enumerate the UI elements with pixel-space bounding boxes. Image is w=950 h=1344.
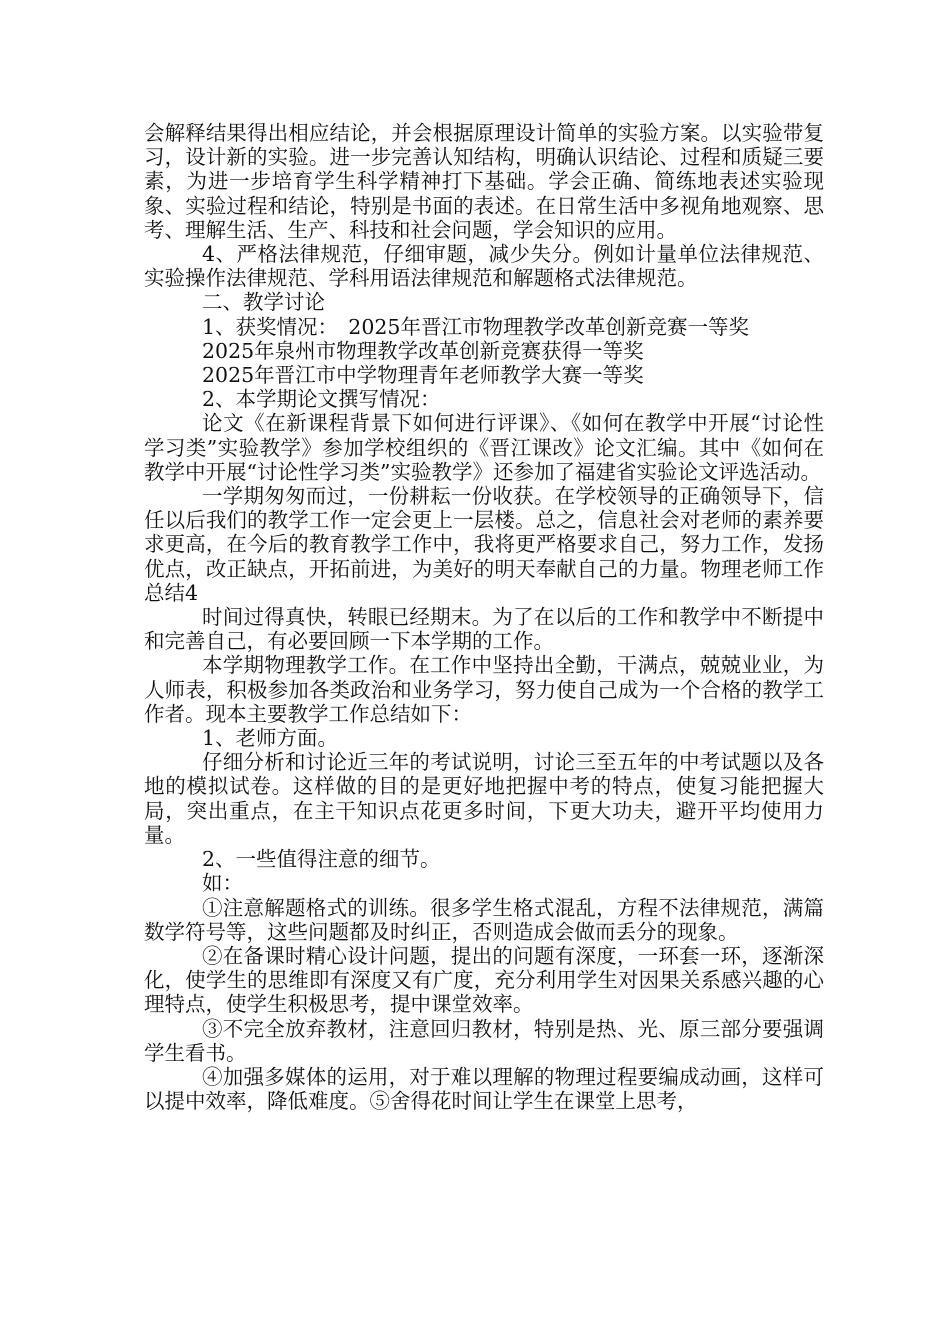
paragraph-exam-analysis: 仔细分析和讨论近三年的考试说明，讨论三至五年的中考试题以及各地的模拟试卷。这样做的目的是更好地把握中考的特点，使复习能把握大局，突出重点，在主干知识点花更多时间，下更大功夫，避开平均使用力量。 [144,750,824,847]
paragraph-semester-summary: 一学期匆匆而过，一份耕耘一份收获。在学校领导的正确领导下，信任以后我们的教学工作一定会更上一层楼。总之，信息社会对老师的素养要求更高，在今后的教育教学工作中，我将更严格要求自己，努力工作，发扬优点，改正缺点，开拓前进，为美好的明天奉献自己的力量。物理老师工作总结4 [144,484,824,605]
paragraph-physics-work: 本学期物理教学工作。在工作中坚持出全勤，干满点，兢兢业业，为人师表，积极参加各类政治和业务学习，努力使自己成为一个合格的教学工作者。现本主要教学工作总结如下： [144,653,824,726]
paragraph-experiment-review: 会解释结果得出相应结论，并会根据原理设计简单的实验方案。以实验带复习，设计新的实验。进一步完善认知结构，明确认识结论、过程和质疑三要素，为进一步培育学生科学精神打下基础。学会正确、简练地表述实验现象、实验过程和结论，特别是书面的表述。在日常生活中多视角地观察、思考、理解生活、生产、科技和社会问题，学会知识的应用。 [144,121,824,242]
paragraph-details-heading: 2、一些值得注意的细节。 [202,847,441,872]
paragraph-teacher-heading: 1、老师方面。 [202,726,339,751]
paragraph-time-flies: 时间过得真快，转眼已经期末。为了在以后的工作和教学中不断提中和完善自己，有必要回顾一下本学期的工作。 [144,605,824,654]
paragraph-papers: 论文《在新课程背景下如何进行评课》、《如何在教学中开展“讨论性学习类”实验教学》参加学校组织的《晋江课改》论文汇编。其中《如何在教学中开展“讨论性学习类”实验教学》还参加了福建省实验论文评选活动。 [144,411,824,484]
paragraph-award-quanzhou: 2025年泉州市物理教学改革创新竞赛获得一等奖 [202,338,644,363]
paragraph-papers-heading: 2、本学期论文撰写情况： [202,387,441,412]
paragraph-such-as: 如： [202,871,243,896]
paragraph-item-1: ①注意解题格式的训练。很多学生格式混乱，方程不法律规范，满篇数学符号等，这些问题都及时纠正，否则造成会做而丢分的现象。 [144,895,824,944]
paragraph-item-3: ③不完全放弃教材，注意回归教材，特别是热、光、原三部分要强调学生看书。 [144,1016,824,1065]
paragraph-awards: 1、获奖情况： 2025年晋江市物理教学改革创新竞赛一等奖 [202,314,749,339]
paragraph-item-4: ④加强多媒体的运用，对于难以理解的物理过程要编成动画，这样可以提中效率，降低难度。⑤舍得花时间让学生在课堂上思考， [144,1064,824,1114]
document-page [144,121,824,1113]
paragraph-award-jinjiang: 2025年晋江市中学物理青年老师教学大赛一等奖 [202,363,644,388]
paragraph-item-2: ②在备课时精心设计问题，提出的问题有深度，一环套一环，逐渐深化，使学生的思维即有深度又有广度，充分利用学生对因果关系感兴趣的心理特点，使学生积极思考，提中课堂效率。 [144,943,824,1017]
paragraph-standards: 4、严格法律规范，仔细审题，减少失分。例如计量单位法律规范、实验操作法律规范、学科用语法律规范和解题格式法律规范。 [144,242,824,291]
section-heading-teaching-research: 二、教学讨论 [202,290,325,315]
